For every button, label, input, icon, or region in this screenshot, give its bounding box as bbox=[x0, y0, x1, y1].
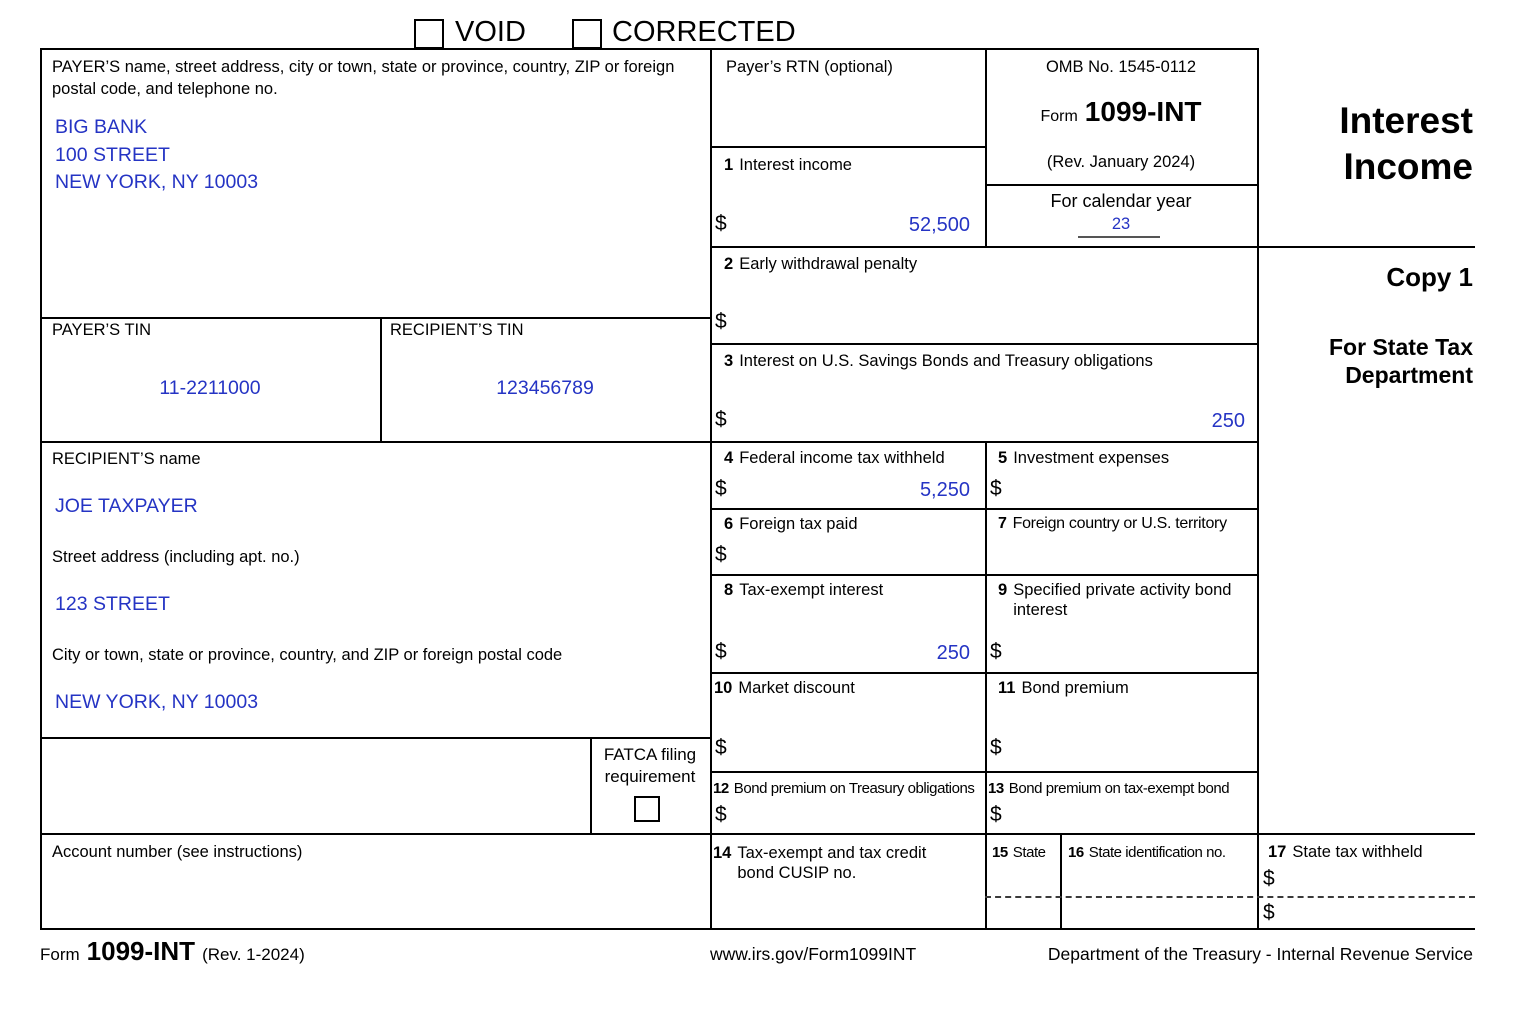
box12-label-text: Bond premium on Treasury obligations bbox=[733, 780, 975, 797]
box15-label-text: State bbox=[1012, 844, 1046, 861]
corrected-checkbox[interactable] bbox=[572, 19, 602, 49]
box12-label bbox=[713, 779, 974, 799]
box7-label-text: Foreign country or U.S. territory bbox=[1012, 515, 1227, 532]
box16-label bbox=[1068, 843, 1226, 863]
grid-line-h bbox=[710, 146, 987, 148]
recipient-street-label: Street address (including apt. no.) bbox=[52, 548, 300, 566]
box11-dollar-sign: $ bbox=[990, 736, 1002, 759]
grid-line-h bbox=[710, 246, 1475, 248]
footer-form-word: Form bbox=[40, 945, 80, 964]
box16-number: 16 bbox=[1068, 844, 1084, 861]
recipient-name-label: RECIPIENT’S name bbox=[52, 450, 201, 468]
payer-tin-label: PAYER’S TIN bbox=[52, 321, 152, 339]
box1-value[interactable]: 52,500 bbox=[908, 214, 970, 236]
box2-dollar-sign: $ bbox=[715, 310, 727, 333]
box13-label bbox=[988, 779, 1229, 799]
void-checkbox[interactable] bbox=[414, 19, 444, 49]
box3-dollar-sign: $ bbox=[715, 408, 727, 431]
recipient-street-value[interactable]: 123 STREET bbox=[55, 593, 170, 615]
grid-line-h bbox=[710, 343, 1259, 345]
grid-line-h bbox=[40, 317, 712, 319]
box5-label-text: Investment expenses bbox=[1013, 449, 1170, 467]
box13-label-text: Bond premium on tax-exempt bond bbox=[1008, 780, 1230, 797]
box9-label bbox=[998, 580, 1248, 620]
box10-number: 10 bbox=[714, 679, 733, 697]
grid-line-h bbox=[40, 441, 1259, 443]
box9-dollar-sign: $ bbox=[990, 640, 1002, 663]
grid-line-h bbox=[40, 928, 1475, 930]
fatca-label-line1: FATCA filing bbox=[603, 745, 697, 764]
box5-label bbox=[998, 448, 1169, 468]
calendar-year-value[interactable]: 23 bbox=[1111, 215, 1131, 233]
box1-label bbox=[724, 155, 852, 175]
payer-street-value[interactable]: 100 STREET bbox=[55, 144, 170, 166]
box4-dollar-sign: $ bbox=[715, 477, 727, 500]
fatca-checkbox[interactable] bbox=[634, 796, 660, 822]
box13-number: 13 bbox=[988, 780, 1004, 797]
box4-label-text: Federal income tax withheld bbox=[739, 449, 945, 467]
recipient-city-label: City or town, state or province, country, and ZIP or foreign postal code bbox=[52, 646, 563, 664]
box8-number: 8 bbox=[724, 581, 734, 599]
recipient-name-value[interactable]: JOE TAXPAYER bbox=[55, 495, 198, 517]
box17-dollar-sign-top: $ bbox=[1263, 867, 1275, 890]
box2-label-text: Early withdrawal penalty bbox=[739, 255, 918, 273]
box8-dollar-sign: $ bbox=[715, 640, 727, 663]
account-number-label: Account number (see instructions) bbox=[52, 843, 303, 861]
recipient-city-value[interactable]: NEW YORK, NY 10003 bbox=[55, 691, 259, 713]
box12-dollar-sign: $ bbox=[715, 803, 727, 826]
dept-line1: For State Tax bbox=[1329, 334, 1473, 360]
box11-number: 11 bbox=[998, 679, 1016, 697]
void-label: VOID bbox=[455, 16, 526, 48]
payer-name-value[interactable]: BIG BANK bbox=[55, 116, 148, 138]
omb-number: OMB No. 1545-0112 bbox=[1045, 58, 1197, 76]
box17-label-text: State tax withheld bbox=[1292, 843, 1423, 861]
box15-label bbox=[992, 843, 1046, 863]
box17-label bbox=[1268, 842, 1423, 862]
box13-dollar-sign: $ bbox=[990, 803, 1002, 826]
box5-dollar-sign: $ bbox=[990, 477, 1002, 500]
calendar-year-underline bbox=[1078, 236, 1160, 238]
grid-line-v bbox=[1060, 833, 1062, 930]
box3-label bbox=[724, 351, 1153, 371]
payer-rtn-label: Payer’s RTN (optional) bbox=[726, 58, 893, 76]
form-title-text-line2: Income bbox=[1343, 146, 1473, 187]
box8-label bbox=[724, 580, 883, 600]
footer-form-id bbox=[40, 936, 305, 967]
fatca-label-line2: requirement bbox=[604, 767, 696, 786]
corrected-label: CORRECTED bbox=[612, 16, 796, 48]
box3-number: 3 bbox=[724, 352, 734, 370]
box2-number: 2 bbox=[724, 255, 734, 273]
calendar-year-label: For calendar year bbox=[1050, 191, 1192, 211]
department-copy-label bbox=[1180, 333, 1473, 389]
box14-label-text: Tax-exempt and tax credit bond CUSIP no. bbox=[737, 844, 927, 882]
box4-value[interactable]: 5,250 bbox=[919, 479, 970, 501]
form-number: 1099-INT bbox=[1084, 96, 1202, 127]
box7-label bbox=[998, 514, 1227, 534]
footer-form-number: 1099-INT bbox=[86, 936, 196, 966]
payer-block-label: PAYER’S name, street address, city or town, state or province, country, ZIP or foreign postal code, and telephone no. bbox=[52, 58, 675, 98]
payer-tin-value[interactable]: 11-2211000 bbox=[159, 377, 261, 399]
box1-label-text: Interest income bbox=[739, 156, 852, 174]
box8-value[interactable]: 250 bbox=[936, 642, 970, 664]
box17-number: 17 bbox=[1268, 843, 1287, 861]
grid-line-v bbox=[985, 441, 987, 930]
form-revision: (Rev. January 2024) bbox=[1046, 153, 1196, 171]
footer-form-revision: (Rev. 1-2024) bbox=[202, 945, 305, 964]
box16-label-text: State identification no. bbox=[1088, 844, 1226, 861]
copy-label: Copy 1 bbox=[1386, 262, 1473, 292]
box11-label bbox=[998, 678, 1129, 698]
box4-label bbox=[724, 448, 945, 468]
form-word: Form bbox=[1040, 108, 1078, 125]
box14-number: 14 bbox=[713, 844, 732, 862]
box15-number: 15 bbox=[992, 844, 1008, 861]
box3-label-text: Interest on U.S. Savings Bonds and Treasury obligations bbox=[739, 352, 1153, 370]
box2-label bbox=[724, 254, 917, 274]
box6-label-text: Foreign tax paid bbox=[739, 515, 858, 533]
grid-line-h bbox=[40, 737, 712, 739]
box10-label-text: Market discount bbox=[738, 679, 855, 697]
box9-label-text: Specified private activity bond interest bbox=[1013, 581, 1232, 619]
box6-label bbox=[724, 514, 858, 534]
masthead bbox=[1180, 98, 1473, 190]
form-title-text-line1: Interest bbox=[1339, 100, 1473, 141]
footer-url: www.irs.gov/Form1099INT bbox=[710, 944, 917, 964]
box10-dollar-sign: $ bbox=[715, 736, 727, 759]
recipient-tin-label: RECIPIENT’S TIN bbox=[390, 321, 524, 339]
box9-number: 9 bbox=[998, 581, 1008, 599]
dept-line2: Department bbox=[1345, 362, 1473, 388]
box3-value[interactable]: 250 bbox=[1211, 410, 1245, 432]
grid-line-v bbox=[40, 48, 42, 930]
box12-number: 12 bbox=[713, 780, 729, 797]
box1-number: 1 bbox=[724, 156, 734, 174]
box17-dollar-sign-bottom: $ bbox=[1263, 901, 1275, 924]
box7-number: 7 bbox=[998, 515, 1007, 532]
payer-city-value[interactable]: NEW YORK, NY 10003 bbox=[55, 171, 259, 193]
box4-number: 4 bbox=[724, 449, 734, 467]
box8-label-text: Tax-exempt interest bbox=[739, 581, 884, 599]
recipient-tin-value[interactable]: 123456789 bbox=[496, 377, 594, 399]
box6-number: 6 bbox=[724, 515, 734, 533]
state-row-dashed-line bbox=[985, 896, 1475, 898]
box14-label bbox=[713, 843, 967, 883]
box10-label bbox=[714, 678, 855, 698]
grid-line-v bbox=[710, 48, 712, 930]
box5-number: 5 bbox=[998, 449, 1008, 467]
grid-line-h bbox=[40, 833, 1475, 835]
box11-label-text: Bond premium bbox=[1021, 679, 1129, 697]
box1-dollar-sign: $ bbox=[715, 212, 727, 235]
footer-department: Department of the Treasury - Internal Revenue Service bbox=[1047, 944, 1473, 964]
box6-dollar-sign: $ bbox=[715, 543, 727, 566]
